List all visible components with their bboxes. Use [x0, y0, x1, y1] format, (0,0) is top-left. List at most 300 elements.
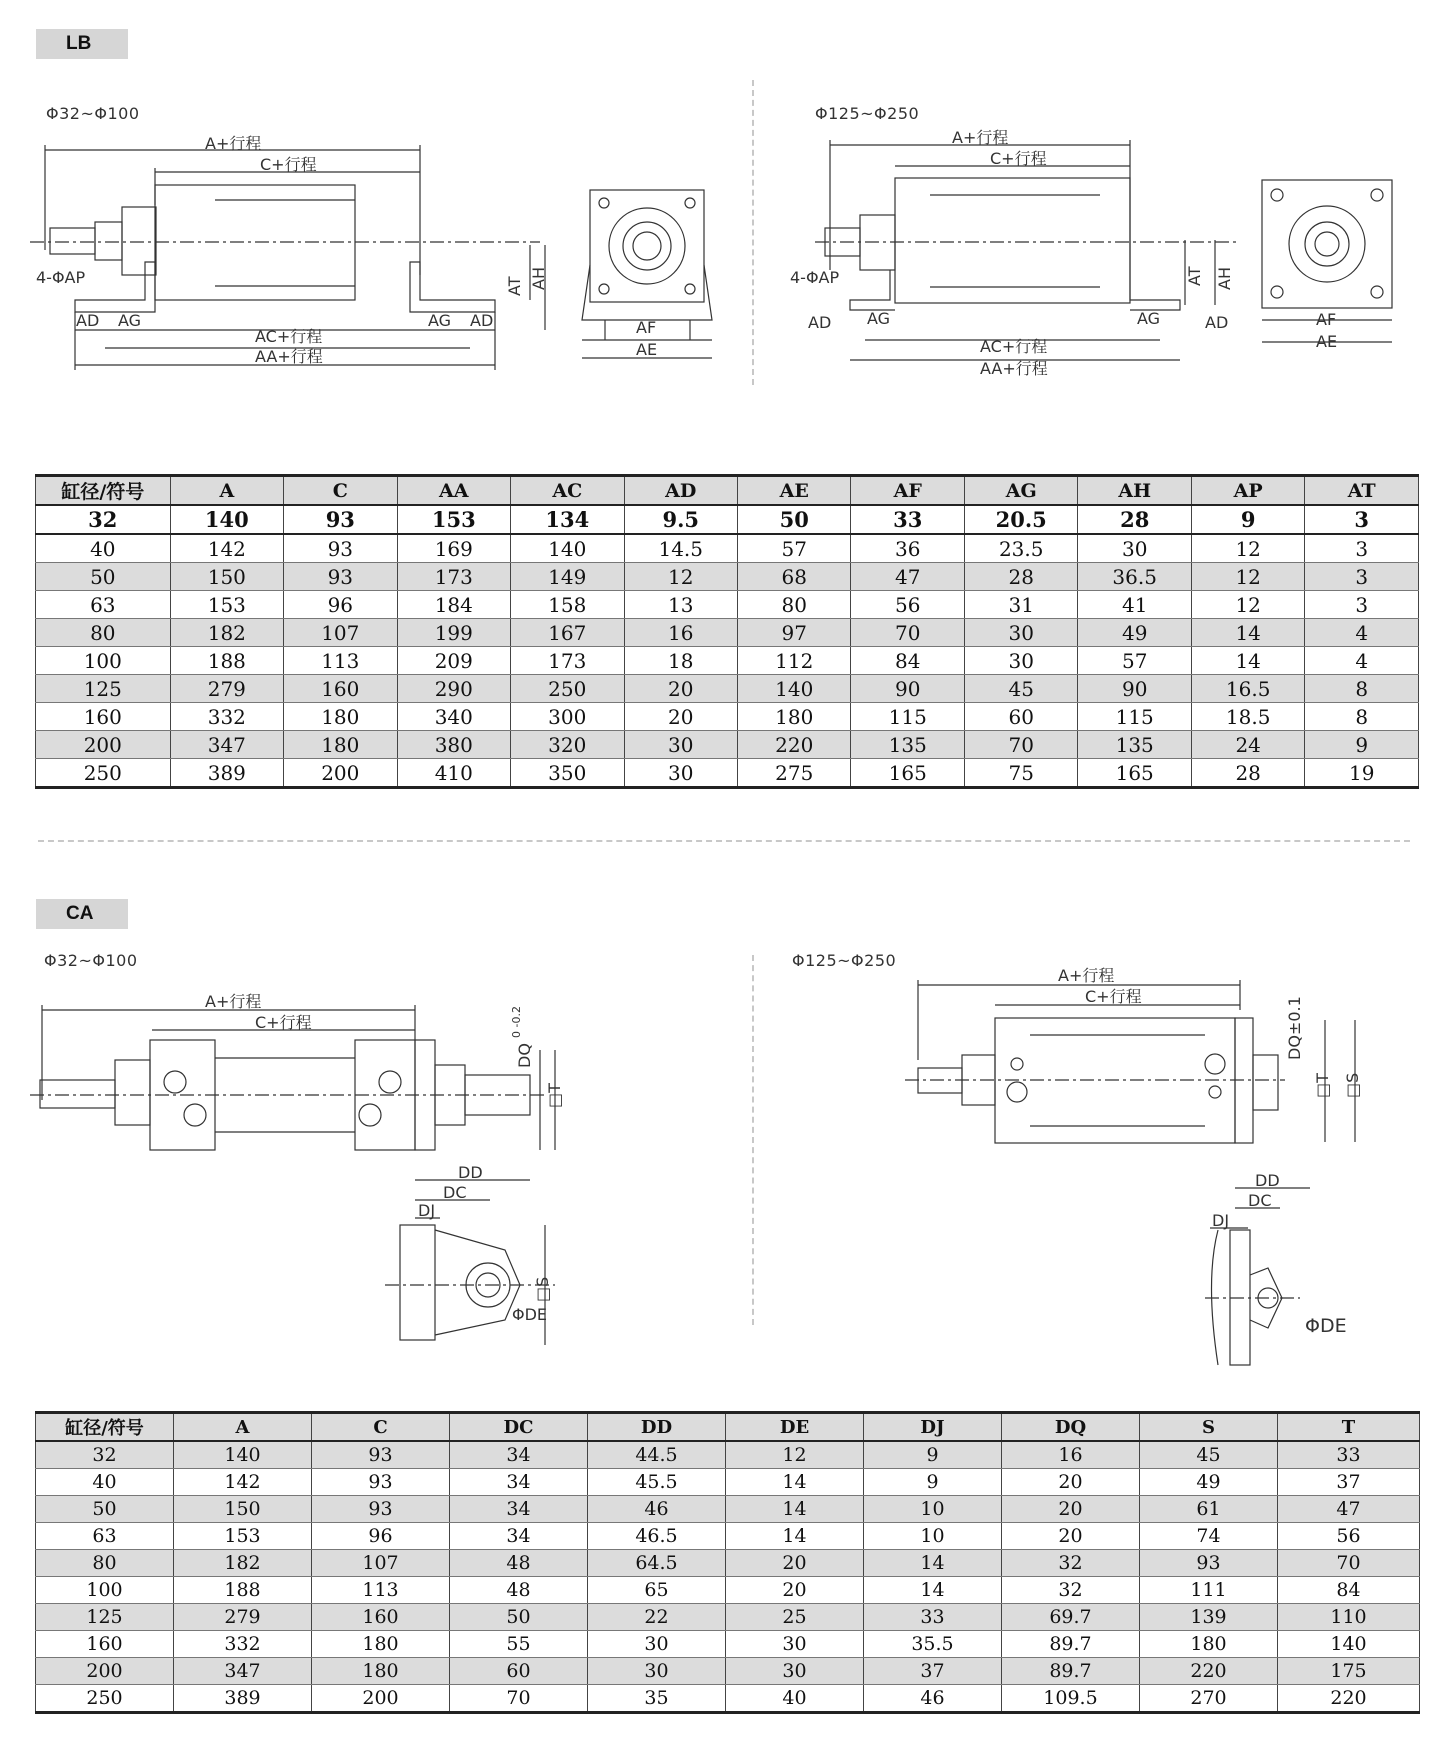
table-cell: 188 — [170, 647, 283, 675]
table-cell: 20 — [1002, 1523, 1140, 1550]
table-cell: 18 — [624, 647, 737, 675]
lb-large-ae-label: AE — [1316, 332, 1338, 351]
table-cell: 3 — [1305, 563, 1419, 591]
table-cell: 20 — [726, 1550, 864, 1577]
table-cell: 279 — [170, 675, 283, 703]
table-row — [36, 1550, 1420, 1577]
table-cell: 20 — [624, 703, 737, 731]
table-cell: 12 — [1191, 563, 1304, 591]
ca-header-s: S — [1140, 1413, 1278, 1442]
lb-large-ad-label: AD — [808, 313, 832, 332]
lb-large-c-stroke-label: C+行程 — [990, 149, 1047, 168]
table-cell: 70 — [851, 619, 964, 647]
table-cell: 169 — [397, 534, 510, 563]
ca-small-dq-tol-label: 0 -0.2 — [510, 1006, 523, 1038]
ca-large-a-stroke-label: A+行程 — [1058, 966, 1115, 985]
lb-small-a-stroke-label: A+行程 — [205, 134, 262, 153]
table-cell: 65 — [588, 1577, 726, 1604]
table-cell: 37 — [864, 1658, 1002, 1685]
table-cell: 158 — [511, 591, 624, 619]
table-cell: 100 — [36, 1577, 174, 1604]
table-cell: 50 — [36, 563, 171, 591]
table-cell: 30 — [624, 731, 737, 759]
table-cell: 45 — [1140, 1441, 1278, 1469]
table-cell: 30 — [964, 619, 1077, 647]
table-cell: 125 — [36, 1604, 174, 1631]
table-cell: 32 — [36, 505, 171, 534]
table-cell: 14 — [726, 1523, 864, 1550]
table-cell: 36.5 — [1078, 563, 1191, 591]
lb-large-a-stroke-label: A+行程 — [952, 128, 1009, 147]
table-cell: 14.5 — [624, 534, 737, 563]
table-cell: 80 — [738, 591, 851, 619]
table-cell: 93 — [312, 1441, 450, 1469]
table-cell: 45.5 — [588, 1469, 726, 1496]
table-row — [36, 1496, 1420, 1523]
table-cell: 60 — [450, 1658, 588, 1685]
table-cell: 34 — [450, 1523, 588, 1550]
table-cell: 24 — [1191, 731, 1304, 759]
lb-small-ac-stroke-label: AC+行程 — [255, 327, 323, 346]
table-cell: 115 — [851, 703, 964, 731]
ca-table-header-row — [36, 1413, 1420, 1442]
lb-header-a: A — [170, 476, 283, 506]
lb-large-ah-label: AH — [1215, 267, 1234, 290]
table-cell: 34 — [450, 1496, 588, 1523]
lb-header-at: AT — [1305, 476, 1419, 506]
table-cell: 57 — [738, 534, 851, 563]
lb-large-ac-stroke-label: AC+行程 — [980, 337, 1048, 356]
table-cell: 167 — [511, 619, 624, 647]
lb-small-ap-label: 4-ΦAP — [36, 268, 86, 287]
ca-table-body — [36, 1441, 1420, 1713]
table-cell: 8 — [1305, 703, 1419, 731]
table-cell: 199 — [397, 619, 510, 647]
table-cell: 3 — [1305, 534, 1419, 563]
table-cell: 30 — [726, 1658, 864, 1685]
table-cell: 180 — [284, 703, 397, 731]
lb-large-ag2-label: AG — [1137, 309, 1161, 328]
table-cell: 220 — [738, 731, 851, 759]
table-cell: 200 — [36, 1658, 174, 1685]
table-cell: 160 — [36, 1631, 174, 1658]
table-cell: 34 — [450, 1441, 588, 1469]
ca-header-dd: DD — [588, 1413, 726, 1442]
table-cell: 37 — [1278, 1469, 1420, 1496]
table-cell: 18.5 — [1191, 703, 1304, 731]
table-cell: 20 — [1002, 1469, 1140, 1496]
table-cell: 33 — [1278, 1441, 1420, 1469]
lb-header-ad: AD — [624, 476, 737, 506]
ca-header-t: T — [1278, 1413, 1420, 1442]
ca-small-s-label: □S — [533, 1276, 552, 1302]
table-cell: 33 — [864, 1604, 1002, 1631]
table-cell: 20 — [1002, 1496, 1140, 1523]
ca-large-t-label: □T — [1313, 1073, 1332, 1098]
table-cell: 250 — [36, 759, 171, 788]
table-cell: 14 — [864, 1550, 1002, 1577]
ca-header-dj: DJ — [864, 1413, 1002, 1442]
lb-small-ag2-label: AG — [428, 311, 452, 330]
table-cell: 40 — [726, 1685, 864, 1713]
table-cell: 111 — [1140, 1577, 1278, 1604]
table-cell: 153 — [174, 1523, 312, 1550]
lb-small-aa-stroke-label: AA+行程 — [255, 347, 323, 366]
table-cell: 90 — [1078, 675, 1191, 703]
table-cell: 180 — [312, 1631, 450, 1658]
table-cell: 48 — [450, 1577, 588, 1604]
table-cell: 47 — [851, 563, 964, 591]
table-cell: 14 — [1191, 647, 1304, 675]
ca-range-small: Φ32~Φ100 — [44, 951, 138, 970]
ca-section-tag: CA — [36, 899, 128, 929]
lb-small-ae-label: AE — [636, 340, 658, 359]
ca-header-c: C — [312, 1413, 450, 1442]
table-cell: 56 — [851, 591, 964, 619]
table-row — [36, 1441, 1420, 1469]
table-cell: 300 — [511, 703, 624, 731]
table-cell: 40 — [36, 1469, 174, 1496]
table-cell: 109.5 — [1002, 1685, 1140, 1713]
ca-small-dq-label: DQ — [515, 1043, 534, 1068]
table-cell: 63 — [36, 1523, 174, 1550]
table-cell: 135 — [851, 731, 964, 759]
table-cell: 200 — [312, 1685, 450, 1713]
table-cell: 63 — [36, 591, 171, 619]
table-cell: 160 — [312, 1604, 450, 1631]
table-cell: 75 — [964, 759, 1077, 788]
table-cell: 55 — [450, 1631, 588, 1658]
table-cell: 173 — [397, 563, 510, 591]
table-cell: 47 — [1278, 1496, 1420, 1523]
table-cell: 20 — [726, 1577, 864, 1604]
table-cell: 31 — [964, 591, 1077, 619]
table-cell: 140 — [511, 534, 624, 563]
ca-small-dd-label: DD — [458, 1163, 483, 1182]
ca-large-dd-label: DD — [1255, 1171, 1280, 1190]
table-cell: 150 — [170, 563, 283, 591]
table-cell: 389 — [170, 759, 283, 788]
lb-header-c: C — [284, 476, 397, 506]
table-cell: 30 — [726, 1631, 864, 1658]
table-cell: 12 — [1191, 591, 1304, 619]
table-cell: 380 — [397, 731, 510, 759]
table-cell: 45 — [964, 675, 1077, 703]
table-row — [36, 1469, 1420, 1496]
table-cell: 9.5 — [624, 505, 737, 534]
table-cell: 60 — [964, 703, 1077, 731]
ca-header-de: DE — [726, 1413, 864, 1442]
ca-small-t-label: □T — [545, 1083, 564, 1108]
lb-large-ad2-label: AD — [1205, 313, 1229, 332]
table-cell: 182 — [170, 619, 283, 647]
lb-header-ag: AG — [964, 476, 1077, 506]
table-cell: 200 — [36, 731, 171, 759]
table-cell: 9 — [1305, 731, 1419, 759]
ca-large-dj-label: DJ — [1212, 1211, 1230, 1230]
table-cell: 35 — [588, 1685, 726, 1713]
table-cell: 332 — [170, 703, 283, 731]
lb-header-ac: AC — [511, 476, 624, 506]
table-cell: 220 — [1140, 1658, 1278, 1685]
table-cell: 69.7 — [1002, 1604, 1140, 1631]
table-row — [36, 1523, 1420, 1550]
table-cell: 89.7 — [1002, 1658, 1140, 1685]
table-cell: 9 — [864, 1441, 1002, 1469]
ca-small-c-stroke-label: C+行程 — [255, 1013, 312, 1032]
table-cell: 115 — [1078, 703, 1191, 731]
table-cell: 279 — [174, 1604, 312, 1631]
lb-header-af: AF — [851, 476, 964, 506]
table-cell: 41 — [1078, 591, 1191, 619]
ca-small-dj-label: DJ — [418, 1201, 436, 1220]
table-cell: 188 — [174, 1577, 312, 1604]
table-cell: 30 — [1078, 534, 1191, 563]
table-cell: 49 — [1140, 1469, 1278, 1496]
table-cell: 9 — [1191, 505, 1304, 534]
table-cell: 48 — [450, 1550, 588, 1577]
table-cell: 209 — [397, 647, 510, 675]
table-cell: 97 — [738, 619, 851, 647]
table-cell: 14 — [726, 1496, 864, 1523]
table-cell: 142 — [170, 534, 283, 563]
table-cell: 93 — [284, 563, 397, 591]
table-cell: 12 — [726, 1441, 864, 1469]
table-cell: 46 — [864, 1685, 1002, 1713]
table-cell: 100 — [36, 647, 171, 675]
table-cell: 36 — [851, 534, 964, 563]
table-cell: 28 — [1078, 505, 1191, 534]
ca-large-s-label: □S — [1343, 1072, 1362, 1098]
lb-header-ap: AP — [1191, 476, 1304, 506]
table-cell: 180 — [738, 703, 851, 731]
table-cell: 34 — [450, 1469, 588, 1496]
ca-large-de-label: ΦDE — [1305, 1315, 1347, 1337]
table-cell: 68 — [738, 563, 851, 591]
table-cell: 14 — [1191, 619, 1304, 647]
table-cell: 50 — [450, 1604, 588, 1631]
table-cell: 46 — [588, 1496, 726, 1523]
lb-large-af-label: AF — [1316, 310, 1337, 329]
lb-header-aa: AA — [397, 476, 510, 506]
table-cell: 180 — [1140, 1631, 1278, 1658]
table-cell: 10 — [864, 1523, 1002, 1550]
table-cell: 140 — [1278, 1631, 1420, 1658]
ca-header-dq: DQ — [1002, 1413, 1140, 1442]
lb-large-ag-label: AG — [867, 309, 891, 328]
table-cell: 56 — [1278, 1523, 1420, 1550]
table-cell: 32 — [36, 1441, 174, 1469]
table-cell: 70 — [450, 1685, 588, 1713]
lb-small-ad-label: AD — [76, 311, 100, 330]
ca-large-c-stroke-label: C+行程 — [1085, 987, 1142, 1006]
table-row — [36, 1631, 1420, 1658]
table-cell: 150 — [174, 1496, 312, 1523]
table-cell: 184 — [397, 591, 510, 619]
table-cell: 16 — [624, 619, 737, 647]
table-cell: 290 — [397, 675, 510, 703]
table-cell: 153 — [170, 591, 283, 619]
table-cell: 32 — [1002, 1550, 1140, 1577]
table-cell: 70 — [1278, 1550, 1420, 1577]
table-cell: 19 — [1305, 759, 1419, 788]
ca-dimension-table — [35, 1411, 1420, 1714]
table-cell: 8 — [1305, 675, 1419, 703]
ca-header-dc: DC — [450, 1413, 588, 1442]
table-cell: 50 — [738, 505, 851, 534]
lb-large-aa-stroke-label: AA+行程 — [980, 359, 1048, 378]
table-cell: 89.7 — [1002, 1631, 1140, 1658]
table-cell: 332 — [174, 1631, 312, 1658]
table-cell: 107 — [312, 1550, 450, 1577]
table-cell: 28 — [1191, 759, 1304, 788]
table-cell: 173 — [511, 647, 624, 675]
ca-header-a: A — [174, 1413, 312, 1442]
table-cell: 16 — [1002, 1441, 1140, 1469]
table-cell: 33 — [851, 505, 964, 534]
lb-header-ae: AE — [738, 476, 851, 506]
table-cell: 165 — [851, 759, 964, 788]
table-cell: 40 — [36, 534, 171, 563]
table-cell: 182 — [174, 1550, 312, 1577]
table-cell: 96 — [312, 1523, 450, 1550]
ca-small-dc-label: DC — [443, 1183, 467, 1202]
lb-small-ah-label: AH — [529, 267, 548, 290]
table-cell: 74 — [1140, 1523, 1278, 1550]
table-row — [36, 1577, 1420, 1604]
table-cell: 30 — [964, 647, 1077, 675]
table-cell: 4 — [1305, 647, 1419, 675]
table-cell: 250 — [511, 675, 624, 703]
table-cell: 160 — [36, 703, 171, 731]
lb-small-at-label: AT — [505, 276, 524, 296]
table-cell: 20 — [624, 675, 737, 703]
lb-header-ah: AH — [1078, 476, 1191, 506]
ca-header-bore: 缸径/符号 — [36, 1413, 174, 1442]
table-cell: 347 — [170, 731, 283, 759]
table-cell: 96 — [284, 591, 397, 619]
table-cell: 50 — [36, 1496, 174, 1523]
table-cell: 90 — [851, 675, 964, 703]
table-cell: 93 — [284, 534, 397, 563]
table-cell: 389 — [174, 1685, 312, 1713]
table-cell: 350 — [511, 759, 624, 788]
table-cell: 20.5 — [964, 505, 1077, 534]
table-cell: 113 — [284, 647, 397, 675]
table-cell: 35.5 — [864, 1631, 1002, 1658]
table-cell: 160 — [284, 675, 397, 703]
table-cell: 340 — [397, 703, 510, 731]
table-cell: 180 — [284, 731, 397, 759]
table-cell: 165 — [1078, 759, 1191, 788]
table-cell: 3 — [1305, 505, 1419, 534]
table-cell: 46.5 — [588, 1523, 726, 1550]
lb-small-c-stroke-label: C+行程 — [260, 155, 317, 174]
table-cell: 107 — [284, 619, 397, 647]
ca-small-de-label: ΦDE — [512, 1305, 548, 1324]
table-cell: 13 — [624, 591, 737, 619]
table-cell: 140 — [174, 1441, 312, 1469]
table-cell: 347 — [174, 1658, 312, 1685]
lb-small-ad2-label: AD — [470, 311, 494, 330]
table-cell: 28 — [964, 563, 1077, 591]
table-cell: 410 — [397, 759, 510, 788]
table-cell: 139 — [1140, 1604, 1278, 1631]
table-cell: 22 — [588, 1604, 726, 1631]
table-cell: 16.5 — [1191, 675, 1304, 703]
table-cell: 80 — [36, 619, 171, 647]
table-cell: 175 — [1278, 1658, 1420, 1685]
table-cell: 14 — [726, 1469, 864, 1496]
table-cell: 25 — [726, 1604, 864, 1631]
table-cell: 140 — [170, 505, 283, 534]
ca-large-dq-label: DQ±0.1 — [1285, 996, 1304, 1060]
table-cell: 112 — [738, 647, 851, 675]
table-cell: 220 — [1278, 1685, 1420, 1713]
table-cell: 200 — [284, 759, 397, 788]
table-cell: 44.5 — [588, 1441, 726, 1469]
table-cell: 57 — [1078, 647, 1191, 675]
lb-large-at-label: AT — [1185, 266, 1204, 286]
lb-range-large: Φ125~Φ250 — [815, 104, 920, 123]
table-cell: 32 — [1002, 1577, 1140, 1604]
table-cell: 134 — [511, 505, 624, 534]
table-cell: 49 — [1078, 619, 1191, 647]
table-cell: 84 — [851, 647, 964, 675]
table-cell: 320 — [511, 731, 624, 759]
table-cell: 275 — [738, 759, 851, 788]
ca-large-dc-label: DC — [1248, 1191, 1272, 1210]
table-cell: 80 — [36, 1550, 174, 1577]
lb-small-af-label: AF — [636, 318, 657, 337]
table-cell: 14 — [864, 1577, 1002, 1604]
table-cell: 270 — [1140, 1685, 1278, 1713]
table-cell: 61 — [1140, 1496, 1278, 1523]
lb-range-small: Φ32~Φ100 — [46, 104, 140, 123]
table-cell: 93 — [1140, 1550, 1278, 1577]
table-cell: 180 — [312, 1658, 450, 1685]
table-cell: 135 — [1078, 731, 1191, 759]
ca-small-a-stroke-label: A+行程 — [205, 992, 262, 1011]
table-cell: 4 — [1305, 619, 1419, 647]
table-cell: 93 — [284, 505, 397, 534]
table-cell: 64.5 — [588, 1550, 726, 1577]
table-row — [36, 1685, 1420, 1713]
table-cell: 10 — [864, 1496, 1002, 1523]
table-cell: 140 — [738, 675, 851, 703]
table-cell: 84 — [1278, 1577, 1420, 1604]
table-cell: 142 — [174, 1469, 312, 1496]
table-cell: 93 — [312, 1469, 450, 1496]
ca-range-large: Φ125~Φ250 — [792, 951, 897, 970]
table-cell: 9 — [864, 1469, 1002, 1496]
table-cell: 149 — [511, 563, 624, 591]
table-cell: 12 — [1191, 534, 1304, 563]
table-cell: 250 — [36, 1685, 174, 1713]
table-cell: 23.5 — [964, 534, 1077, 563]
table-cell: 30 — [588, 1631, 726, 1658]
table-cell: 70 — [964, 731, 1077, 759]
lb-large-ap-label: 4-ΦAP — [790, 268, 840, 287]
table-cell: 110 — [1278, 1604, 1420, 1631]
table-cell: 113 — [312, 1577, 450, 1604]
lb-small-ag-label: AG — [118, 311, 142, 330]
lb-header-bore: 缸径/符号 — [36, 476, 171, 506]
table-cell: 93 — [312, 1496, 450, 1523]
table-cell: 30 — [624, 759, 737, 788]
table-cell: 3 — [1305, 591, 1419, 619]
table-row — [36, 1604, 1420, 1631]
